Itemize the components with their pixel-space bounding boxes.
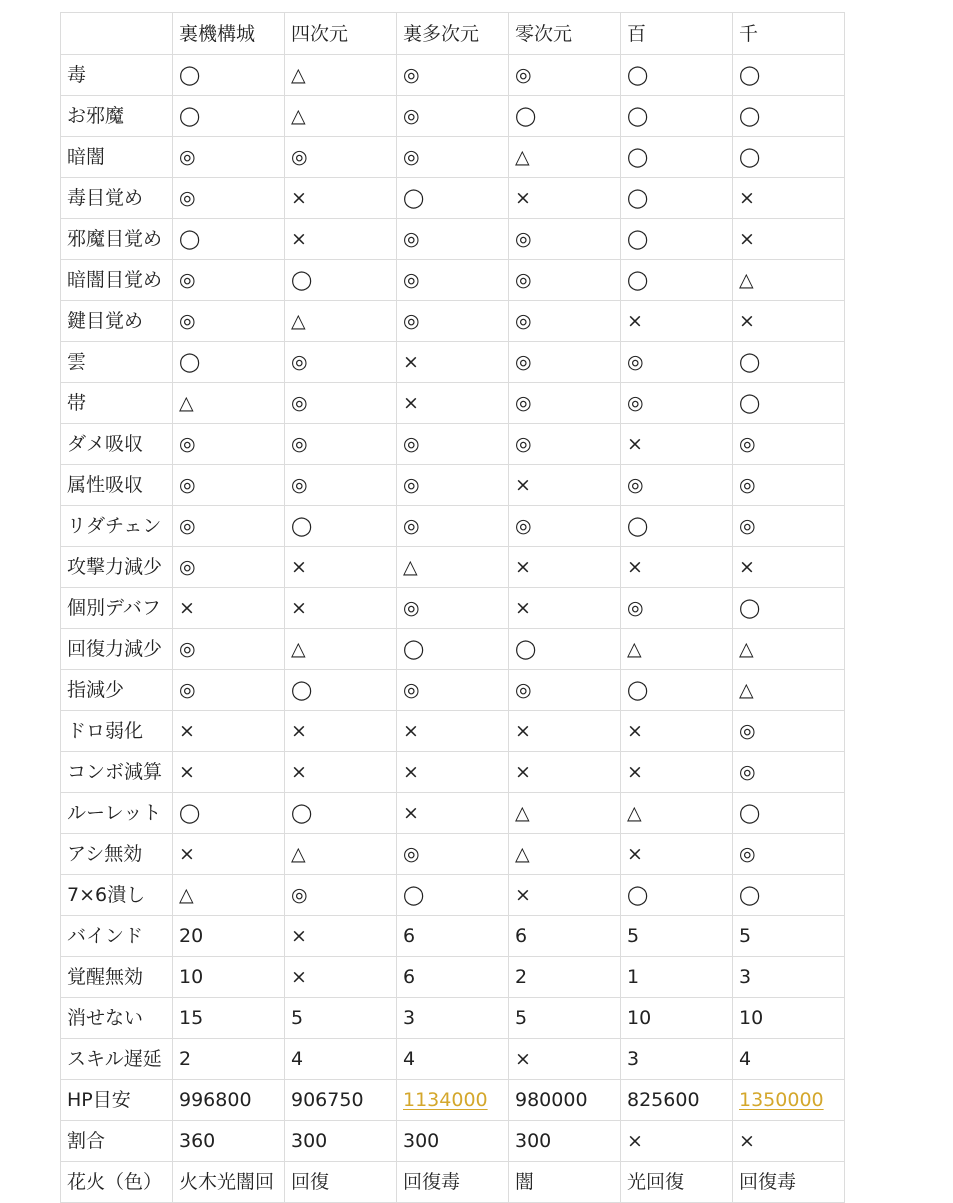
table-cell: × [621, 711, 733, 752]
table-cell: ◎ [397, 506, 509, 547]
table-cell: 回復毒 [397, 1162, 509, 1203]
table-cell: ◯ [733, 588, 845, 629]
table-cell: ◯ [621, 875, 733, 916]
table-cell: ◎ [397, 55, 509, 96]
table-cell: ◎ [733, 424, 845, 465]
table-cell: 6 [397, 957, 509, 998]
row-label: 毒 [61, 55, 173, 96]
row-label: 個別デバフ [61, 588, 173, 629]
table-row [61, 752, 845, 793]
table-row [61, 1162, 845, 1203]
table-cell: × [733, 178, 845, 219]
table-cell: ◯ [397, 178, 509, 219]
table-row [61, 219, 845, 260]
table-cell: 2 [173, 1039, 285, 1080]
table-cell: 火木光闇回 [173, 1162, 285, 1203]
hp-link[interactable]: 1350000 [739, 1089, 824, 1111]
table-row [61, 465, 845, 506]
row-label: 7×6潰し [61, 875, 173, 916]
table-cell: ◎ [509, 342, 621, 383]
row-label: コンボ減算 [61, 752, 173, 793]
table-cell: × [621, 1121, 733, 1162]
table-cell: 300 [509, 1121, 621, 1162]
table-cell: × [621, 547, 733, 588]
table-cell: × [509, 711, 621, 752]
table-row [61, 547, 845, 588]
table-cell: ◎ [509, 424, 621, 465]
row-label: アシ無効 [61, 834, 173, 875]
table-cell: ◎ [285, 424, 397, 465]
table-cell: 3 [397, 998, 509, 1039]
table-cell: 回復毒 [733, 1162, 845, 1203]
table-cell: △ [509, 834, 621, 875]
table-row [61, 260, 845, 301]
table-cell: ◎ [173, 137, 285, 178]
row-label: 指減少 [61, 670, 173, 711]
column-header: 裏多次元 [397, 13, 509, 55]
table-cell: × [285, 711, 397, 752]
table-cell [733, 1080, 845, 1121]
table-cell: ◎ [509, 260, 621, 301]
row-label: 帯 [61, 383, 173, 424]
table-cell: × [621, 301, 733, 342]
row-label: 属性吸収 [61, 465, 173, 506]
table-cell: ◎ [509, 383, 621, 424]
table-cell: ◎ [285, 137, 397, 178]
table-cell: ◎ [285, 875, 397, 916]
table-cell: ◎ [509, 506, 621, 547]
table-cell: ◎ [173, 506, 285, 547]
table-cell: 10 [733, 998, 845, 1039]
table-cell: ◎ [173, 465, 285, 506]
table-cell: ◎ [397, 588, 509, 629]
table-cell: × [285, 916, 397, 957]
table-cell: △ [285, 834, 397, 875]
table-cell: × [285, 957, 397, 998]
table-cell: 825600 [621, 1080, 733, 1121]
table-cell: 360 [173, 1121, 285, 1162]
table-row [61, 670, 845, 711]
row-label: リダチェン [61, 506, 173, 547]
table-cell: ◯ [621, 506, 733, 547]
table-cell: ◯ [173, 55, 285, 96]
table-cell: 3 [733, 957, 845, 998]
table-row [61, 793, 845, 834]
table-cell: ◎ [621, 342, 733, 383]
table-cell: ◎ [733, 834, 845, 875]
table-cell: ◯ [621, 260, 733, 301]
table-cell: 4 [733, 1039, 845, 1080]
table-cell: ◎ [397, 260, 509, 301]
table-cell: 300 [397, 1121, 509, 1162]
row-label: 攻撃力減少 [61, 547, 173, 588]
table-cell: × [173, 834, 285, 875]
table-cell: 1 [621, 957, 733, 998]
row-label: HP目安 [61, 1080, 173, 1121]
table-row [61, 1080, 845, 1121]
table-cell: ◯ [733, 55, 845, 96]
table-cell: ◯ [733, 793, 845, 834]
table-cell: △ [285, 96, 397, 137]
table-cell: ◎ [397, 137, 509, 178]
table-cell: ◎ [285, 383, 397, 424]
table-cell: ◎ [397, 465, 509, 506]
table-cell: ◯ [621, 137, 733, 178]
table-cell: 10 [621, 998, 733, 1039]
table-cell: ◎ [397, 96, 509, 137]
table-cell: ◯ [285, 506, 397, 547]
table-row [61, 301, 845, 342]
row-label: 暗闇 [61, 137, 173, 178]
table-cell [397, 1080, 509, 1121]
table-row [61, 588, 845, 629]
comparison-table [60, 12, 845, 1203]
table-cell: ◯ [173, 342, 285, 383]
table-row [61, 342, 845, 383]
table-cell: ◯ [621, 670, 733, 711]
table-cell: ◯ [173, 793, 285, 834]
table-cell: 5 [621, 916, 733, 957]
table-cell: ◎ [173, 670, 285, 711]
table-cell: △ [733, 629, 845, 670]
row-label: バインド [61, 916, 173, 957]
table-cell: × [397, 342, 509, 383]
table-cell: ◯ [733, 383, 845, 424]
table-cell: × [285, 752, 397, 793]
table-cell: △ [509, 137, 621, 178]
table-row [61, 711, 845, 752]
table-cell: 20 [173, 916, 285, 957]
table-cell: ◎ [173, 424, 285, 465]
table-cell: ◎ [397, 670, 509, 711]
table-cell: 6 [397, 916, 509, 957]
table-cell: × [397, 711, 509, 752]
table-cell: ◎ [173, 301, 285, 342]
table-row [61, 916, 845, 957]
table-cell: ◯ [397, 875, 509, 916]
table-cell: × [733, 547, 845, 588]
table-row [61, 957, 845, 998]
table-cell: ◎ [733, 711, 845, 752]
table-cell: ◯ [285, 670, 397, 711]
table-cell: ◎ [173, 260, 285, 301]
table-cell: 回復 [285, 1162, 397, 1203]
column-header: 百 [621, 13, 733, 55]
table-cell: 906750 [285, 1080, 397, 1121]
table-cell: ◯ [173, 219, 285, 260]
column-header: 裏機構城 [173, 13, 285, 55]
table-cell: ◯ [173, 96, 285, 137]
table-cell: ◯ [733, 342, 845, 383]
table-cell: × [173, 588, 285, 629]
table-cell: 996800 [173, 1080, 285, 1121]
table-cell: △ [621, 629, 733, 670]
table-cell: ◯ [733, 875, 845, 916]
table-cell: × [397, 383, 509, 424]
table-row [61, 998, 845, 1039]
row-label: 割合 [61, 1121, 173, 1162]
row-label: 暗闇目覚め [61, 260, 173, 301]
table-cell: ◯ [621, 96, 733, 137]
table-cell: × [621, 424, 733, 465]
column-header: 千 [733, 13, 845, 55]
row-label: お邪魔 [61, 96, 173, 137]
table-cell: ◯ [621, 55, 733, 96]
header-row [61, 13, 845, 55]
table-cell: ◎ [173, 547, 285, 588]
table-cell: ◎ [733, 465, 845, 506]
table-cell: 2 [509, 957, 621, 998]
table-row [61, 383, 845, 424]
table-row [61, 875, 845, 916]
table-cell: × [285, 219, 397, 260]
table-cell: 5 [733, 916, 845, 957]
table-cell: × [509, 465, 621, 506]
table-row [61, 96, 845, 137]
table-cell: ◯ [621, 178, 733, 219]
table-cell: ◎ [397, 219, 509, 260]
table-cell: × [509, 752, 621, 793]
table-cell: △ [173, 383, 285, 424]
table-cell: ◯ [285, 260, 397, 301]
table-row [61, 506, 845, 547]
row-label: スキル遅延 [61, 1039, 173, 1080]
row-label: 邪魔目覚め [61, 219, 173, 260]
table-cell: × [509, 1039, 621, 1080]
table-cell: ◎ [397, 301, 509, 342]
table-cell: ◯ [509, 629, 621, 670]
row-label: 消せない [61, 998, 173, 1039]
table-cell: × [173, 711, 285, 752]
table-cell: ◎ [397, 424, 509, 465]
table-cell: △ [285, 629, 397, 670]
table-cell: ◎ [509, 301, 621, 342]
table-cell: × [397, 752, 509, 793]
table-cell: 4 [285, 1039, 397, 1080]
table-cell: × [173, 752, 285, 793]
table-cell: 5 [285, 998, 397, 1039]
table-cell: 闇 [509, 1162, 621, 1203]
row-label: ルーレット [61, 793, 173, 834]
row-label: 毒目覚め [61, 178, 173, 219]
table-cell: △ [285, 301, 397, 342]
table-row [61, 137, 845, 178]
table-cell: × [509, 875, 621, 916]
table-cell: × [733, 1121, 845, 1162]
table-cell: ◎ [173, 629, 285, 670]
table-cell: × [397, 793, 509, 834]
table-row [61, 629, 845, 670]
hp-link[interactable]: 1134000 [403, 1089, 488, 1111]
table-cell: ◎ [285, 342, 397, 383]
header-corner-cell [61, 13, 173, 55]
table-cell: ◯ [733, 96, 845, 137]
table-cell: ◯ [397, 629, 509, 670]
row-label: 覚醒無効 [61, 957, 173, 998]
table-cell: △ [621, 793, 733, 834]
table-row [61, 55, 845, 96]
row-label: 花火（色） [61, 1162, 173, 1203]
table-cell: 300 [285, 1121, 397, 1162]
table-cell: △ [733, 670, 845, 711]
table-row [61, 1039, 845, 1080]
table-cell: × [509, 178, 621, 219]
table-cell: ◎ [621, 465, 733, 506]
row-label: ダメ吸収 [61, 424, 173, 465]
table-cell: 光回復 [621, 1162, 733, 1203]
column-header: 零次元 [509, 13, 621, 55]
table-row [61, 1121, 845, 1162]
table-cell: × [285, 588, 397, 629]
table-cell: 980000 [509, 1080, 621, 1121]
row-label: 鍵目覚め [61, 301, 173, 342]
table-cell: × [733, 219, 845, 260]
table-cell: 6 [509, 916, 621, 957]
table-cell: × [621, 834, 733, 875]
table-cell: ◎ [733, 506, 845, 547]
table-cell: × [621, 752, 733, 793]
table-cell: ◎ [509, 670, 621, 711]
table-cell: ◎ [621, 383, 733, 424]
table-cell: 3 [621, 1039, 733, 1080]
table-cell: 15 [173, 998, 285, 1039]
table-cell: × [285, 547, 397, 588]
table-cell: ◯ [509, 96, 621, 137]
table-row [61, 834, 845, 875]
table-cell: ◎ [509, 55, 621, 96]
table-cell: 10 [173, 957, 285, 998]
table-cell: △ [173, 875, 285, 916]
table-cell: 5 [509, 998, 621, 1039]
table-cell: ◎ [621, 588, 733, 629]
table-cell: ◎ [509, 219, 621, 260]
table-cell: × [285, 178, 397, 219]
table-cell: △ [509, 793, 621, 834]
table-cell: △ [397, 547, 509, 588]
table-cell: ◎ [285, 465, 397, 506]
table-cell: × [509, 588, 621, 629]
row-label: ドロ弱化 [61, 711, 173, 752]
table-cell: × [733, 301, 845, 342]
table-cell: × [509, 547, 621, 588]
table-cell: 4 [397, 1039, 509, 1080]
table-cell: ◯ [285, 793, 397, 834]
column-header: 四次元 [285, 13, 397, 55]
table-cell: △ [285, 55, 397, 96]
table-cell: ◯ [733, 137, 845, 178]
table-cell: ◯ [621, 219, 733, 260]
row-label: 雲 [61, 342, 173, 383]
table-cell: ◎ [733, 752, 845, 793]
table-cell: ◎ [397, 834, 509, 875]
table-cell: △ [733, 260, 845, 301]
table-cell: ◎ [173, 178, 285, 219]
row-label: 回復力減少 [61, 629, 173, 670]
table-row [61, 178, 845, 219]
table-row [61, 424, 845, 465]
